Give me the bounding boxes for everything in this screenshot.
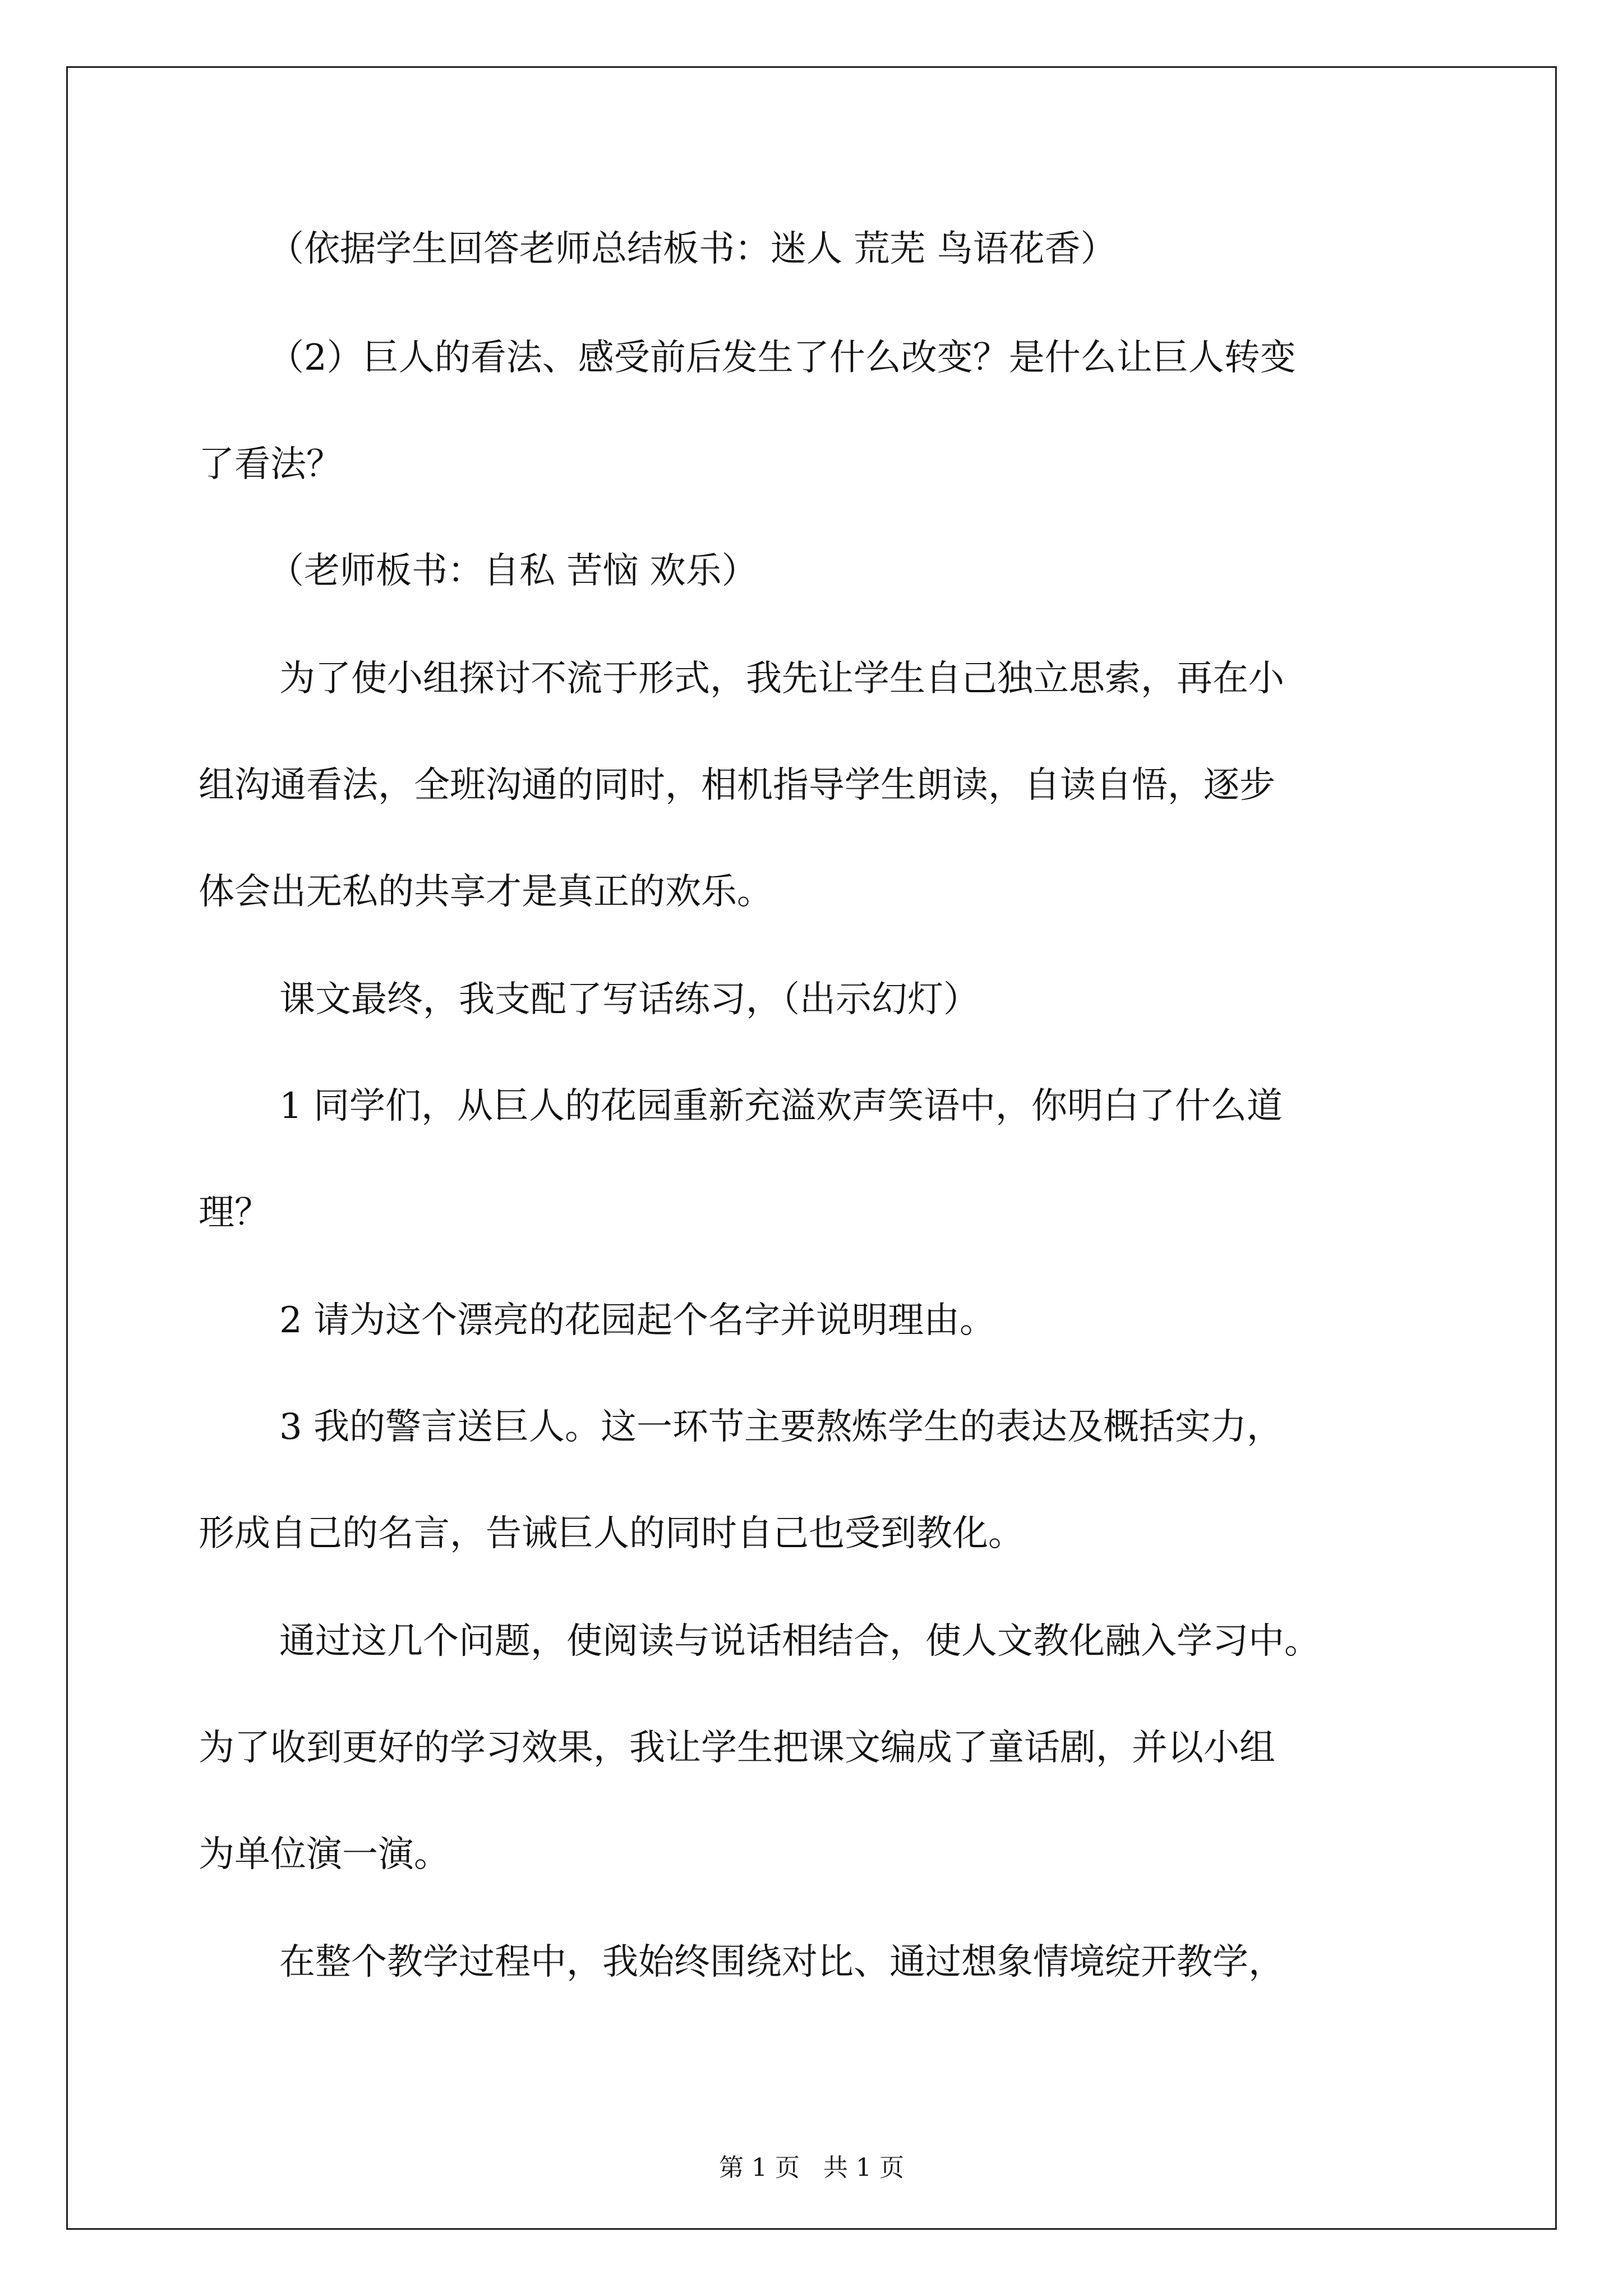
text-line-13: 形成自己的名言，告诫巨人的同时自己也受到教化。 <box>199 1513 1024 1554</box>
text-line-11: 2 请为这个漂亮的花园起个名字并说明理由。 <box>279 1300 996 1341</box>
text-line-6: 组沟通看法，全班沟通的同时，相机指导学生朗读，自读自悟，逐步 <box>199 765 1275 806</box>
text-line-9: 1 同学们，从巨人的花园重新充溢欢声笑语中，你明白了什么道 <box>279 1085 1283 1127</box>
text-line-7: 体会出无私的共享才是真正的欢乐。 <box>199 871 773 913</box>
page-footer <box>0 2154 1623 2182</box>
text-line-3: 了看法？ <box>199 444 342 485</box>
text-line-5: 为了使小组探讨不流于形式，我先让学生自己独立思索，再在小 <box>279 658 1284 700</box>
text-line-8: 课文最终，我支配了写话练习，（出示幻灯） <box>279 979 979 1020</box>
page-number-total: 共 1 页 <box>823 2154 904 2182</box>
text-line-17: 在整个教学过程中，我始终围绕对比、通过想象情境绽开教学， <box>279 1941 1284 1983</box>
page-border <box>66 66 1557 2230</box>
text-line-10: 理？ <box>199 1192 270 1234</box>
text-line-16: 为单位演一演。 <box>199 1834 450 1875</box>
text-line-15: 为了收到更好的学习效果，我让学生把课文编成了童话剧，并以小组 <box>199 1727 1275 1769</box>
text-line-2: （2）巨人的看法、感受前后发生了什么改变？是什么让巨人转变 <box>268 337 1296 379</box>
text-line-1: （依据学生回答老师总结板书：迷人 荒芜 鸟语花香） <box>268 228 1117 270</box>
text-line-4: （老师板书：自私 苦恼 欢乐） <box>268 550 758 592</box>
text-line-12: 3 我的警言送巨人。这一环节主要熬炼学生的表达及概括实力， <box>279 1406 1283 1448</box>
page-number-current: 第 1 页 <box>719 2154 800 2182</box>
text-line-14: 通过这几个问题，使阅读与说话相结合，使人文教化融入学习中。 <box>279 1621 1320 1662</box>
